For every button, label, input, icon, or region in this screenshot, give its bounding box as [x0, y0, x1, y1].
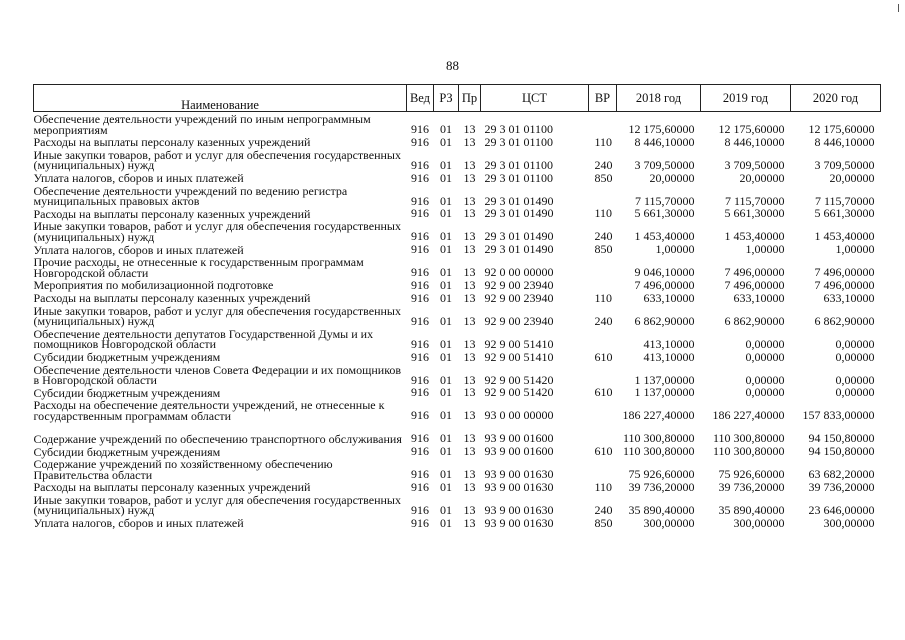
- row-pr: 13: [463, 431, 476, 446]
- row-name: Иные закупки товаров, работ и услуг для обеспечения государственных (муниципальных) нужд: [33, 303, 401, 329]
- row-2018: 35 890,40000: [628, 502, 695, 517]
- row-2020: 23 646,00000: [808, 502, 875, 517]
- row-2020: 5 661,30000: [814, 206, 875, 221]
- row-vr: [589, 421, 617, 444]
- row-2019: 1 453,40000: [724, 229, 785, 244]
- row-2020: 6 862,90000: [814, 313, 875, 328]
- row-rz: 01: [440, 385, 452, 400]
- row-2020: 8 446,10000: [814, 134, 875, 149]
- row-pr: 13: [463, 157, 476, 172]
- row-rz: 01: [440, 479, 452, 494]
- row-rz: 01: [440, 170, 452, 185]
- table-row: [34, 493, 881, 516]
- row-vr: 610: [594, 385, 613, 400]
- row-2020: 7 115,70000: [814, 193, 875, 208]
- header-vr: ВР: [589, 85, 617, 112]
- row-name: Уплата налогов, сборов и иных платежей: [33, 171, 244, 186]
- row-name: Уплата налогов, сборов и иных платежей: [33, 242, 244, 257]
- row-pr: 13: [463, 229, 476, 244]
- row-vr: 110: [594, 134, 613, 149]
- row-rz: 01: [440, 157, 452, 172]
- table-row: [34, 350, 881, 363]
- row-2019: 35 890,40000: [718, 502, 785, 517]
- row-rz: 01: [440, 372, 452, 387]
- row-ved: 916: [411, 336, 429, 351]
- row-2020: 39 736,20000: [808, 479, 875, 494]
- row-2019: 0,00000: [745, 385, 785, 400]
- row-name: Обеспечение деятельности учреждений по ведению регистра муниципальных правовых актов: [33, 183, 348, 209]
- table-row: [34, 184, 881, 207]
- row-name: Расходы на обеспечение деятельности учреждений, не отнесенные к государственным программам области: [33, 398, 385, 423]
- row-cst: 93 9 00 01600: [484, 444, 554, 459]
- row-rz: 01: [440, 444, 452, 459]
- table-row: [34, 363, 881, 386]
- row-ved: 916: [411, 479, 429, 494]
- table-row: [34, 421, 881, 444]
- table-row: [34, 148, 881, 171]
- row-rz: 01: [440, 290, 452, 305]
- row-pr: 13: [463, 467, 476, 482]
- row-name: Расходы на выплаты персоналу казенных учреждений: [33, 291, 311, 306]
- row-pr: 13: [463, 265, 476, 280]
- row-cst: 92 9 00 51410: [484, 349, 554, 364]
- row-name: Иные закупки товаров, работ и услуг для обеспечения государственных (муниципальных) нужд: [33, 492, 401, 518]
- row-2020: 1,00000: [835, 242, 875, 257]
- row-2018: 5 661,30000: [634, 206, 695, 221]
- row-2019: 1,00000: [745, 242, 785, 257]
- row-rz: 01: [440, 229, 452, 244]
- row-2019: 300,00000: [733, 515, 785, 530]
- row-vr: 240: [594, 157, 613, 172]
- row-cst: 92 9 00 51420: [484, 385, 554, 400]
- row-cst: 93 9 00 01630: [484, 515, 554, 530]
- row-2020: 300,00000: [823, 515, 875, 530]
- row-2019: 3 709,50000: [724, 157, 785, 172]
- row-pr: 13: [463, 277, 476, 292]
- row-rz: 01: [440, 467, 452, 482]
- row-pr: 13: [463, 242, 476, 257]
- row-ved: 916: [411, 408, 429, 423]
- row-ved: 916: [411, 229, 429, 244]
- table-row: [34, 242, 881, 255]
- row-2019: 75 926,60000: [718, 467, 785, 482]
- row-cst: 29 3 01 01100: [484, 157, 554, 172]
- row-cst: 29 3 01 01490: [484, 193, 554, 208]
- row-name: Расходы на выплаты персоналу казенных учреждений: [33, 135, 311, 150]
- row-cst: 93 0 00 00000: [484, 408, 554, 423]
- row-pr: 13: [463, 134, 476, 149]
- row-cst: 92 0 00 00000: [484, 265, 554, 280]
- row-cst: 29 3 01 01490: [484, 242, 554, 257]
- row-pr: 13: [463, 313, 476, 328]
- row-ved: 916: [411, 265, 429, 280]
- row-2018: 12 175,60000: [628, 122, 695, 136]
- row-name: Прочие расходы, не отнесенные к государственным программам Новгородской области: [33, 255, 364, 280]
- table-row: [34, 291, 881, 304]
- row-2018: 8 446,10000: [634, 134, 695, 149]
- row-pr: 13: [463, 515, 476, 530]
- row-2019: 0,00000: [745, 372, 785, 387]
- row-2019: 7 115,70000: [724, 193, 785, 208]
- row-pr: 13: [463, 372, 476, 387]
- table-row: [34, 457, 881, 480]
- row-pr: 13: [463, 444, 476, 459]
- table-row: [34, 112, 881, 136]
- row-2019: 7 496,00000: [724, 265, 785, 280]
- row-vr: 850: [594, 242, 613, 257]
- header-rz: РЗ: [434, 85, 459, 112]
- row-vr: [589, 255, 617, 278]
- row-vr: 110: [594, 290, 613, 305]
- row-vr: 110: [594, 206, 613, 221]
- row-2020: 0,00000: [835, 336, 875, 351]
- row-cst: 92 9 00 23940: [484, 290, 554, 305]
- row-2019: 6 862,90000: [724, 313, 785, 328]
- row-ved: 916: [411, 431, 429, 446]
- row-2020: 0,00000: [835, 349, 875, 364]
- row-name: Иные закупки товаров, работ и услуг для обеспечения государственных (муниципальных) нужд: [33, 219, 401, 244]
- row-ved: 916: [411, 313, 429, 328]
- row-vr: 110: [594, 479, 613, 494]
- row-rz: 01: [440, 408, 452, 423]
- page-number: 88: [446, 58, 459, 73]
- row-vr: 850: [594, 515, 613, 530]
- row-name: Расходы на выплаты персоналу казенных учреждений: [33, 206, 311, 221]
- row-2020: 0,00000: [835, 372, 875, 387]
- row-2018: 110 300,80000: [622, 444, 695, 459]
- table-header-row: [34, 85, 881, 112]
- row-ved: 916: [411, 372, 429, 387]
- row-pr: 13: [463, 336, 476, 351]
- row-2019: 8 446,10000: [724, 134, 785, 149]
- row-name: Мероприятия по мобилизационной подготовке: [33, 278, 274, 293]
- row-pr: 13: [463, 349, 476, 364]
- budget-table: [33, 84, 881, 529]
- row-ved: 916: [411, 170, 429, 185]
- header-ved: Вед: [407, 85, 434, 112]
- row-2018: 39 736,20000: [628, 479, 695, 494]
- row-vr: [589, 327, 617, 350]
- row-ved: 916: [411, 242, 429, 257]
- row-name: Обеспечение деятельности членов Совета Федерации и их помощников в Новгородской области: [33, 362, 402, 388]
- row-2018: 110 300,80000: [622, 431, 695, 446]
- row-ved: 916: [411, 193, 429, 208]
- row-rz: 01: [440, 336, 452, 351]
- row-2019: 0,00000: [745, 336, 785, 351]
- row-vr: [589, 184, 617, 207]
- row-cst: 93 9 00 01630: [484, 502, 554, 517]
- row-name: Субсидии бюджетным учреждениям: [33, 385, 221, 400]
- row-ved: 916: [411, 122, 429, 136]
- row-2019: 110 300,80000: [712, 444, 785, 459]
- table-row: [34, 304, 881, 327]
- row-2018: 1 137,00000: [634, 385, 695, 400]
- row-2018: 413,10000: [643, 336, 695, 351]
- row-rz: 01: [440, 502, 452, 517]
- row-cst: 92 9 00 23940: [484, 313, 554, 328]
- row-ved: 916: [411, 157, 429, 172]
- row-vr: [589, 398, 617, 421]
- row-name: Обеспечение деятельности учреждений по иным непрограммным мероприятиям: [33, 112, 371, 137]
- row-vr: 240: [594, 229, 613, 244]
- row-name: Расходы на выплаты персоналу казенных учреждений: [33, 480, 311, 495]
- row-2018: 20,00000: [649, 170, 695, 185]
- table-row: [34, 398, 881, 421]
- row-2019: 5 661,30000: [724, 206, 785, 221]
- row-rz: 01: [440, 193, 452, 208]
- table-row: [34, 480, 881, 493]
- row-pr: 13: [463, 170, 476, 185]
- row-pr: 13: [463, 502, 476, 517]
- row-vr: [589, 457, 617, 480]
- row-2018: 1,00000: [655, 242, 695, 257]
- row-pr: 13: [463, 408, 476, 423]
- row-2018: 413,10000: [643, 349, 695, 364]
- table-row: [34, 207, 881, 220]
- row-name: Уплата налогов, сборов и иных платежей: [33, 516, 244, 531]
- row-2019: 20,00000: [739, 170, 785, 185]
- row-cst: 92 9 00 51410: [484, 336, 554, 351]
- row-rz: 01: [440, 313, 452, 328]
- row-rz: 01: [440, 349, 452, 364]
- row-pr: 13: [463, 193, 476, 208]
- row-2018: 6 862,90000: [634, 313, 695, 328]
- row-rz: 01: [440, 134, 452, 149]
- row-rz: 01: [440, 206, 452, 221]
- row-2020: 12 175,60000: [808, 122, 875, 136]
- row-2020: 157 833,00000: [802, 408, 875, 423]
- row-2019: 39 736,20000: [718, 479, 785, 494]
- row-ved: 916: [411, 515, 429, 530]
- row-2018: 7 115,70000: [634, 193, 695, 208]
- row-2020: 1 453,40000: [814, 229, 875, 244]
- header-pr: Пр: [459, 85, 481, 112]
- row-ved: 916: [411, 134, 429, 149]
- table-row: [34, 516, 881, 529]
- row-pr: 13: [463, 479, 476, 494]
- row-name: Иные закупки товаров, работ и услуг для обеспечения государственных (муниципальных) нужд: [33, 147, 401, 173]
- row-cst: 93 9 00 01630: [484, 467, 554, 482]
- row-pr: 13: [463, 206, 476, 221]
- header-2020: 2020 год: [791, 85, 881, 112]
- row-2018: 1 137,00000: [634, 372, 695, 387]
- row-vr: 610: [594, 349, 613, 364]
- row-2020: 3 709,50000: [814, 157, 875, 172]
- row-cst: 29 3 01 01100: [484, 134, 554, 149]
- table-row: [34, 278, 881, 291]
- row-2019: 110 300,80000: [712, 431, 785, 446]
- row-2020: 94 150,80000: [808, 444, 875, 459]
- row-2020: 7 496,00000: [814, 265, 875, 280]
- row-cst: 92 9 00 51420: [484, 372, 554, 387]
- row-vr: [589, 112, 617, 136]
- row-2020: 0,00000: [835, 385, 875, 400]
- row-2018: 7 496,00000: [634, 277, 695, 292]
- row-vr: 610: [594, 444, 613, 459]
- row-vr: 850: [594, 170, 613, 185]
- row-pr: 13: [463, 122, 476, 136]
- row-name: Субсидии бюджетным учреждениям: [33, 350, 221, 365]
- row-2020: 7 496,00000: [814, 277, 875, 292]
- table-row: [34, 255, 881, 278]
- row-vr: [589, 363, 617, 386]
- header-name: Наименование: [34, 85, 407, 112]
- row-cst: 93 9 00 01630: [484, 479, 554, 494]
- row-name: Субсидии бюджетным учреждениям: [33, 444, 221, 459]
- row-2019: 633,10000: [733, 290, 785, 305]
- table-row: [34, 171, 881, 184]
- row-cst: 92 9 00 23940: [484, 277, 554, 292]
- page-edge-mark: [898, 4, 899, 12]
- row-ved: 916: [411, 277, 429, 292]
- row-rz: 01: [440, 431, 452, 446]
- row-cst: 93 9 00 01600: [484, 431, 554, 446]
- row-2018: 75 926,60000: [628, 467, 695, 482]
- row-2020: 20,00000: [829, 170, 875, 185]
- row-2020: 63 682,20000: [808, 467, 875, 482]
- row-ved: 916: [411, 349, 429, 364]
- header-2018: 2018 год: [617, 85, 701, 112]
- row-2018: 633,10000: [643, 290, 695, 305]
- row-name: Содержание учреждений по хозяйственному обеспечению Правительства области: [33, 457, 333, 482]
- header-2019: 2019 год: [701, 85, 791, 112]
- table-row: [34, 386, 881, 399]
- row-2018: 3 709,50000: [634, 157, 695, 172]
- row-ved: 916: [411, 502, 429, 517]
- row-rz: 01: [440, 242, 452, 257]
- row-2019: 7 496,00000: [724, 277, 785, 292]
- row-vr: 240: [594, 313, 613, 328]
- row-rz: 01: [440, 277, 452, 292]
- row-pr: 13: [463, 290, 476, 305]
- row-2018: 1 453,40000: [634, 229, 695, 244]
- row-ved: 916: [411, 206, 429, 221]
- row-2020: 633,10000: [823, 290, 875, 305]
- row-2018: 300,00000: [643, 515, 695, 530]
- table-row: [34, 219, 881, 242]
- row-cst: 29 3 01 01490: [484, 229, 554, 244]
- table-row: [34, 444, 881, 457]
- row-cst: 29 3 01 01490: [484, 206, 554, 221]
- row-2019: 12 175,60000: [718, 122, 785, 136]
- row-ved: 916: [411, 444, 429, 459]
- row-ved: 916: [411, 290, 429, 305]
- row-ved: 916: [411, 467, 429, 482]
- table-row: [34, 327, 881, 350]
- row-ved: 916: [411, 385, 429, 400]
- row-2019: 0,00000: [745, 349, 785, 364]
- row-pr: 13: [463, 385, 476, 400]
- row-2020: 94 150,80000: [808, 431, 875, 446]
- row-2019: 186 227,40000: [712, 408, 785, 423]
- row-cst: 29 3 01 01100: [484, 170, 554, 185]
- header-cst: ЦСТ: [481, 85, 589, 112]
- row-name: Содержание учреждений по обеспечению транспортного обслуживания: [33, 431, 402, 446]
- row-vr: 240: [594, 502, 613, 517]
- row-2018: 9 046,10000: [634, 265, 695, 280]
- row-2018: 186 227,40000: [622, 408, 695, 423]
- table-row: [34, 135, 881, 148]
- row-name: Обеспечение деятельности депутатов Государственной Думы и их помощников Новгородской области: [33, 326, 374, 352]
- row-vr: [589, 278, 617, 291]
- row-rz: 01: [440, 265, 452, 280]
- row-rz: 01: [440, 515, 452, 530]
- row-cst: 29 3 01 01100: [484, 122, 554, 136]
- row-rz: 01: [440, 122, 452, 136]
